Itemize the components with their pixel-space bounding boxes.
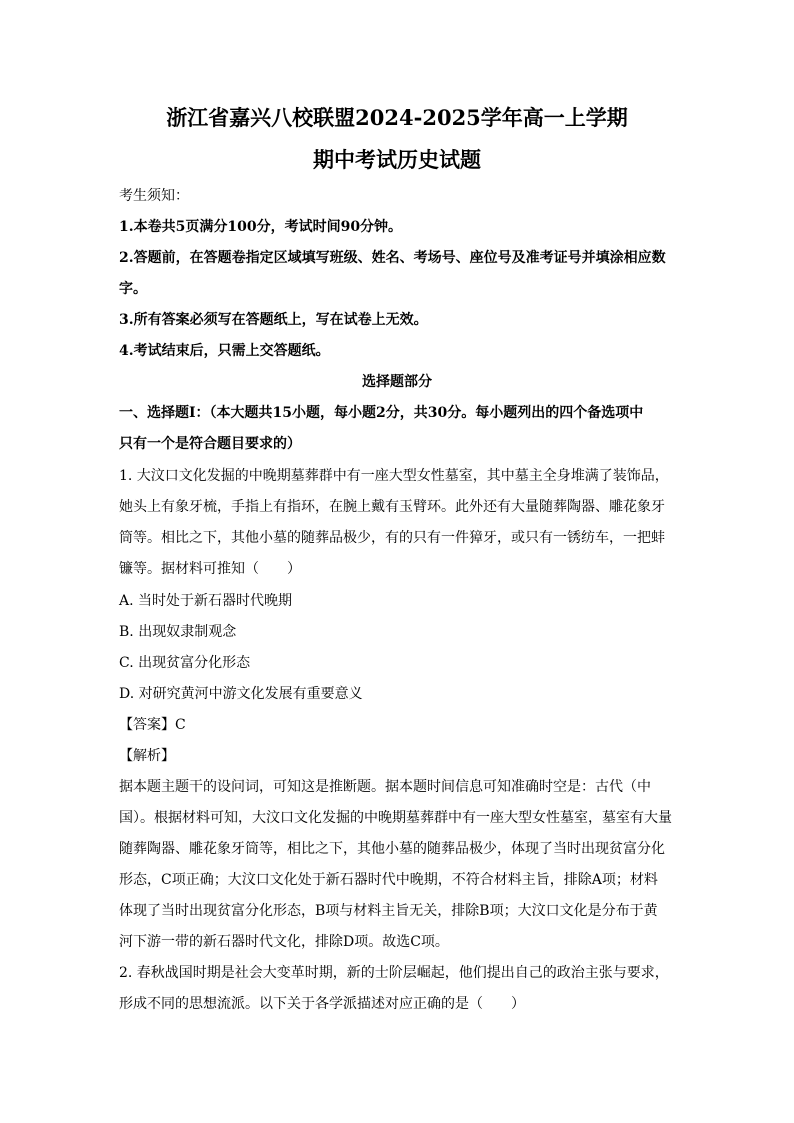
question1-stem: 1. 大汶口文化发掘的中晚期墓葬群中有一座大型女性墓室，其中墓主全身堆满了装饰品， [119,468,669,484]
question2-stem: 形成不同的思想流派。以下关于各学派描述对应正确的是（ ） [119,996,525,1012]
question1-answer: 【答案】C [119,717,186,733]
notice-heading: 考生须知： [119,188,189,204]
question1-stem: 镰等。据材料可推知（ ） [119,561,301,577]
question1-option-c: C. 出现贫富分化形态 [119,655,251,671]
notice-item: 字。 [119,281,147,297]
question1-stem: 筒等。相比之下，其他小墓的随葬品极少，有的只有一件獐牙，或只有一锈纺车，一把蚌 [119,530,665,546]
section-instruction: 只有一个是符合题目要求的） [119,436,301,452]
question1-analysis: 据本题主题干的设问词，可知这是推断题。据本题时间信息可知准确时空是：古代（中 [119,779,651,795]
question1-analysis-label: 【解析】 [119,748,175,764]
question1-analysis: 形态，C项正确；大汶口文化处于新石器时代中晚期，不符合材料主旨，排除A项；材料 [119,872,658,888]
question1-analysis: 随葬陶器、雕花象牙筒等，相比之下，其他小墓的随葬品极少，体现了当时出现贫富分化 [119,841,665,857]
notice-item: 1.本卷共5页满分100分，考试时间90分钟。 [119,219,403,235]
question1-analysis: 国）。根据材料可知，大汶口文化发掘的中晚期墓葬群中有一座大型女性墓室，墓室有大量 [119,810,672,826]
notice-item: 4.考试结束后，只需上交答题纸。 [119,343,330,359]
question1-option-d: D. 对研究黄河中游文化发展有重要意义 [119,686,363,702]
question1-stem: 她头上有象牙梳，手指上有指环，在腕上戴有玉臂环。此外还有大量随葬陶器、雕花象牙 [119,499,665,515]
question1-analysis: 河下游一带的新石器时代文化，排除D项。故选C项。 [119,934,449,950]
question2-stem: 2. 春秋战国时期是社会大变革时期，新的士阶层崛起，他们提出自己的政治主张与要求， [119,965,669,981]
notice-item: 2.答题前，在答题卷指定区域填写班级、姓名、考场号、座位号及准考证号并填涂相应数 [119,250,666,266]
section-title: 选择题部分 [362,374,432,390]
exam-title-line1: 浙江省嘉兴八校联盟2024-2025学年高一上学期 [166,105,628,130]
question1-analysis: 体现了当时出现贫富分化形态，B项与材料主旨无关，排除B项；大汶口文化是分布于黄 [119,903,658,919]
notice-item: 3.所有答案必须写在答题纸上，写在试卷上无效。 [119,312,428,328]
section-instruction: 一、选择题Ⅰ：（本大题共15小题，每小题2分，共30分。每小题列出的四个备选项中 [119,405,644,421]
question1-option-a: A. 当时处于新石器时代晚期 [119,593,293,609]
question1-option-b: B. 出现奴隶制观念 [119,624,237,640]
exam-title-line2: 期中考试历史试题 [313,147,481,172]
